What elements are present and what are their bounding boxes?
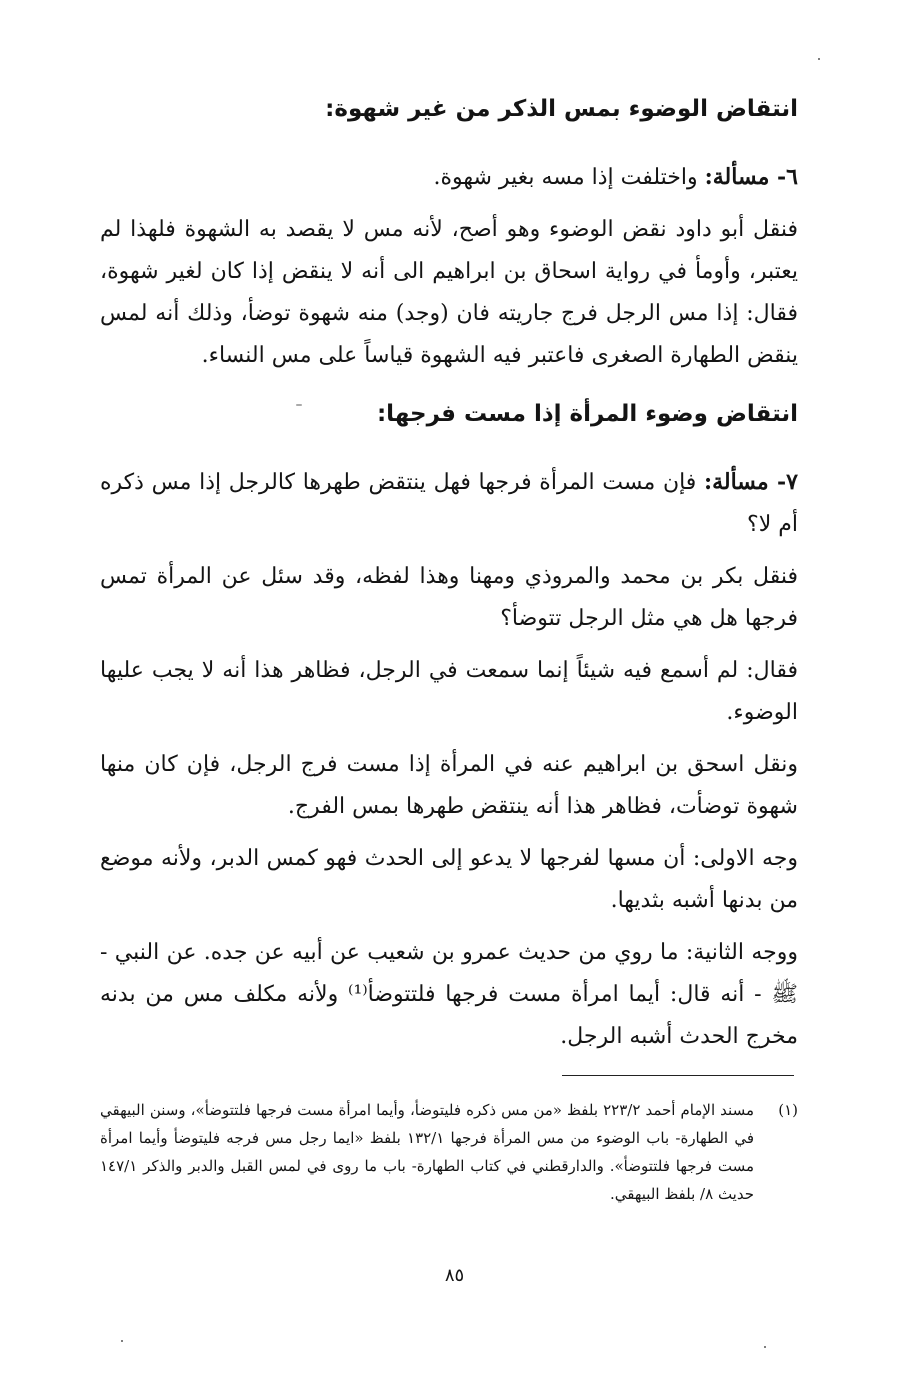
issue-7-paragraph	[100, 461, 798, 546]
scan-speck	[818, 58, 820, 60]
section-heading-1: انتقاض الوضوء بمس الذكر من غير شهوة:	[325, 96, 798, 122]
section-heading-2: انتقاض وضوء المرأة إذا مست فرجها:	[376, 401, 798, 427]
issue-6-body: فنقل أبو داود نقض الوضوء وهو أصح، لأنه مس لا يقصد به الشهوة فلهذا لم يعتبر، وأومأ في رواية اسحاق بن ابراهيم الى أنه لا ينقض إذا كان لغير شهوة، فقال: إذا مس الرجل فرج جاريته فان (وجد) منه شهوة توضأ، وذلك أنه لمس ينقض الطهارة الصغرى فاعتبر فيه الشهوة قياساً على مس النساء.	[100, 217, 798, 368]
page-number: ٨٥	[444, 1265, 465, 1286]
page-body	[100, 88, 798, 1068]
scan-speck	[296, 404, 302, 406]
issue-7-label: ٧- مسألة:	[703, 469, 798, 495]
issue-7-first-view: وجه الاولى: أن مسها لفرجها لا يدعو إلى الحدث فهو كمس الدبر، ولأنه موضع من بدنها أشبه بثديها.	[100, 846, 798, 913]
footnote-text: مسند الإمام أحمد ٢٢٣/٢ بلفظ «من مس ذكره فليتوضأ، وأيما امرأة مست فرجها فلتتوضأ»، وسنن البيهقي في الطهارة- باب الوضوء من مس المرأة فرجها ١٣٢/١ بلفظ «ايما رجل مس فرجه فليتوضأ وأيما امرأة مست فرجها فلتتوضأ». والدارقطني في كتاب الطهارة- باب ما روى في لمس القبل والدبر والذكر ١٤٧/١ حديث ٨/ بلفظ البيهقي.	[100, 1101, 754, 1203]
issue-7-narration-3: ونقل اسحق بن ابراهيم عنه في المرأة إذا مست فرج الرجل، فإن كان منها شهوة توضأت، فظاهر هذا أنه ينتقض طهرها بمس الفرج.	[100, 752, 798, 819]
issue-6-label: ٦- مسألة:	[704, 164, 798, 190]
issue-6-paragraph	[100, 156, 798, 199]
issue-7-narration-2: فقال: لم أسمع فيه شيئاً إنما سمعت في الرجل، فظاهر هذا أنه لا يجب عليها الوضوء.	[100, 658, 798, 725]
issue-7-narration-1: فنقل بكر بن محمد والمروذي ومهنا وهذا لفظه، وقد سئل عن المرأة تمس فرجها هل هي مثل الرجل تتوضأ؟	[100, 564, 798, 631]
issue-7-text: فإن مست المرأة فرجها فهل ينتقض طهرها كالرجل إذا مس ذكره أم لا؟	[100, 470, 798, 537]
issue-7-second-view: ووجه الثانية: ما روي من حديث عمرو بن شعيب عن أبيه عن جده. عن النبي - ﷺ - أنه قال: أيما امرأة مست فرجها فلتتوضأ⁽¹⁾ ولأنه مكلف مس من بدنه مخرج الحدث أشبه الرجل.	[100, 940, 798, 1049]
scan-speck	[121, 1340, 123, 1342]
scan-speck	[764, 1346, 766, 1348]
issue-6-text: واختلفت إذا مسه بغير شهوة.	[433, 165, 705, 190]
footnote	[100, 1096, 798, 1208]
footnote-divider	[562, 1075, 794, 1076]
footnote-marker: (١)	[778, 1101, 798, 1119]
